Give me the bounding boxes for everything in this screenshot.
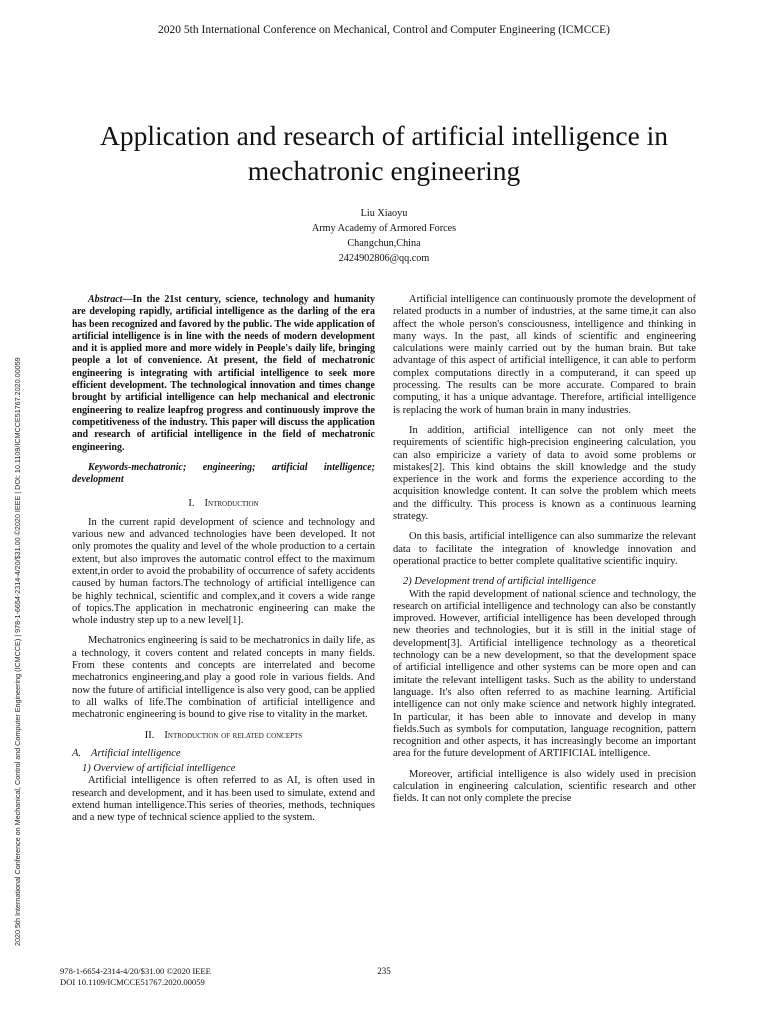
subsection-title: Artificial intelligence: [91, 747, 181, 759]
keywords: Keywords-mechatronic; engineering; artificial intelligence; development: [72, 461, 375, 486]
subsubsection-heading-trend: 2) Development trend of artificial intelligence: [403, 576, 596, 588]
author-affiliation: Army Academy of Armored Forces: [311, 223, 457, 234]
page-number: 235: [377, 966, 391, 976]
section-heading-introduction: [72, 498, 375, 510]
section-title: Introduction: [204, 498, 259, 510]
overview-paragraph: Artificial intelligence is often referred to as AI, is often used in research and development, and it has been used to simulate, extend and extend human intelligence.This series of theories, methods, techniques and a new type of technical science applied to the system.: [72, 775, 375, 824]
author-email[interactable]: 2424902806@qq.com: [338, 253, 430, 264]
conference-header: 2020 5th International Conference on Mechanical, Control and Computer Engineering (ICMCCE): [158, 24, 610, 36]
section-number: I.: [188, 498, 195, 510]
intro-paragraph-1: In the current rapid development of science and technology and various new and advanced technologies have been developed. It not only promotes the quality and level of the whole production to a certain extent, but also improves the automatic control effect to the maximum extent,in order to avoid the probability of occurrence of safety accidents caused by human factors.The technology of artificial intelligence can be highly technical, scientific and complex,and it covers a wide range of topics.The application in mechatronic engineering can make the whole industry step up to a new level[1].: [72, 516, 375, 627]
author-location: Changchun,China: [347, 238, 421, 249]
subsection-heading-ai: [72, 748, 375, 760]
author-block: [0, 206, 768, 266]
left-column: [72, 294, 375, 825]
right-paragraph-3: On this basis, artificial intelligence can also summarize the relevant data to facilitate the integration of knowledge innovation and operational practice to better complete qualitative scientific inquiry.: [393, 531, 696, 567]
abstract: [72, 294, 375, 454]
footer-doi: DOI 10.1109/ICMCCE51767.2020.00059: [60, 977, 205, 987]
paper-title: Application and research of artificial intelligence in mechatronic engineering: [99, 120, 669, 186]
right-paragraph-2: In addition, artificial intelligence can not only meet the requirements of scientific high-precision engineering calculation, you can also empiricize a variety of data to avoid some problems or mistakes[2]. This kind obtains the skill knowledge and the study experience in the work and forms the experience according to the acquisition knowledge content. It can solve the problem which meets and the difficulty. This process is known as a continuous learning strategy.: [393, 424, 696, 523]
footer-isbn: 978-1-6654-2314-4/20/$31.00 ©2020 IEEE: [60, 966, 211, 976]
right-paragraph-4: With the rapid development of national science and technology, the research on artificial intelligence and technology can also be constantly improved. However, artificial intelligence has been developed through new theories and technologies, but it is still in the initial stage of development[3]. Artificial intelligence technology as a theoretical technology can be a new development, so that the development space of artificial intelligence and other systems can be more open and can imitate the relevant intelligent tasks. Such as the ability to understand language. It's also often referred to as machine learning. Artificial intelligence can not only make science and network highly integrated. In particular, it has been able to innovate and develop in many fields.Such as symbols for computation, language recognition, pattern recognition and other aspects, it has increasingly become an important area for the future development of ARTIFICIAL intelligence.: [393, 588, 696, 760]
side-doi-strip: 2020 5th International Conference on Mechanical, Control and Computer Engineering (ICMCCE) | 978-1-6654-2314-4/20/$31.00 ©2020 IEEE | DOI: 10.1109/ICMCCE51767.2020.00059: [13, 357, 22, 946]
section-number: II.: [144, 729, 155, 741]
abstract-lead: Abstract: [88, 294, 123, 305]
section-heading-related-concepts: [72, 730, 375, 742]
subsection-number: A.: [72, 747, 82, 759]
right-paragraph-5: Moreover, artificial intelligence is also widely used in precision calculation in engineering calculation, scientific research and other fields. It can not only complete the precise: [393, 768, 696, 805]
right-column: [393, 294, 696, 814]
subsubsection-heading-overview: 1) Overview of artificial intelligence: [82, 763, 236, 775]
abstract-body: —In the 21st century, science, technology and humanity are developing rapidly, artificial intelligence as the darling of the era has been recognized and favored by the public. The wide application of artificial intelligence is in line with the needs of modern development and it is applied more and more widely in People's daily life, bringing people a lot of convenience. At present, the field of mechatronic engineering is integrating with artificial intelligence to seek more efficient development. The technological innovation and times change brought by artificial intelligence can help mechanical and electronic engineering to realize leapfrog progress and continuously improve the competitiveness of the industry. This paper will discuss the application and research of artificial intelligence in the field of mechatronic engineering.: [72, 294, 375, 453]
right-paragraph-1: Artificial intelligence can continuously promote the development of related products in a number of industries, at the same time,it can also affect the whole person's consciousness, intelligence and thinking in many ways. In the past, all kinds of scientific and engineering calculations were mainly carried out by the human brain. But take advantage of this aspect of artificial intelligence, it can able to perform complex computations directly in a computerand, it can speed up processing. The results can be more accurate. Compared to brain computing, it has a unique advantage. Therefore, artificial intelligence is replacing the work of human brain in many industries.: [393, 294, 696, 416]
author-name: Liu Xiaoyu: [360, 208, 408, 219]
intro-paragraph-2: Mechatronics engineering is said to be mechatronics in daily life, as a technology, it covers content and related concepts in many fields. From these contents and concepts are interrelated and become mechatronics engineering,and play a good role in various fields. And now the future of artificial intelligence is also very good, can be applied to all walks of life.The combination of artificial intelligence and mechatronic engineering is bound to give rise to vitality in the market.: [72, 635, 375, 721]
section-title: Introduction of related concepts: [164, 729, 303, 741]
